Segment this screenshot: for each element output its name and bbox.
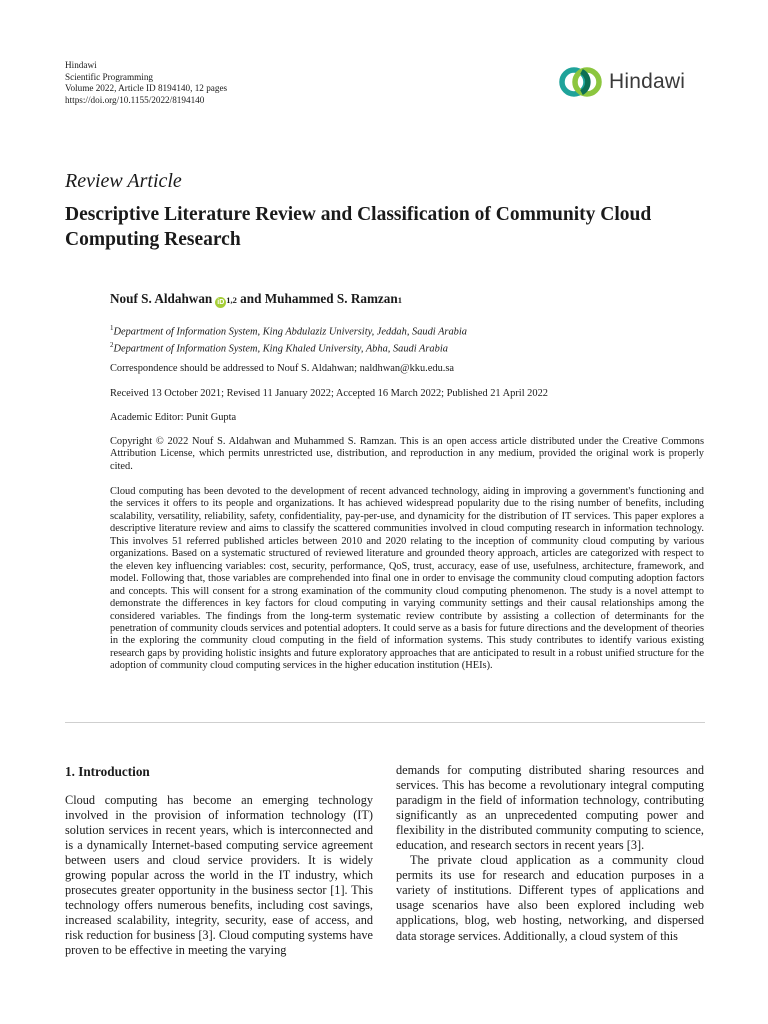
volume-line: Volume 2022, Article ID 8194140, 12 pages — [65, 83, 228, 94]
author-line — [110, 291, 402, 307]
affiliation-2 — [110, 339, 467, 356]
publication-dates: Received 13 October 2021; Revised 11 January 2022; Accepted 16 March 2022; Published 21 April 2022 — [110, 388, 548, 399]
author-2-affil-sup: 1 — [397, 295, 402, 305]
academic-editor: Academic Editor: Punit Gupta — [110, 412, 237, 423]
intro-paragraph-2: demands for computing distributed sharing resources and services. This has become a revolutionary integral computing paradigm in the field of information technology, contributing significantly as an unprecedented computing power and flexibility in the distributed community computing to science, education, and research sectors in recent years [3]. — [396, 763, 704, 853]
copyright-notice: Copyright © 2022 Nouf S. Aldahwan and Muhammed S. Ramzan. This is an open access article distributed under the Creative Commons Attribution License, which permits unrestricted use, distribution, and reproduction in any medium, provided the original work is properly cited. — [110, 436, 704, 472]
affiliations — [110, 322, 467, 356]
right-column — [396, 763, 704, 944]
publisher-name: Hindawi — [65, 60, 97, 70]
intro-paragraph-3: The private cloud application as a community cloud permits its use for research and education purposes in a variety of institutions. Different types of applications and usage scenarios have also been explored including web applications, blog, web hosting, networking, and dispersed data storage services. Additionally, a cloud system of this — [396, 853, 704, 943]
abstract: Cloud computing has been devoted to the development of recent advanced technology, aiding in improving a government's functioning and the services it offers to its people and organizations. It has achieved widespread popularity due to the rising number of benefits, including scalability, versatility, reliability, safety, confidentiality, pay-per-use, and dynamicity for the distribution of IT services. This paper explores a descriptive literature review and aims to classify the scattered communities involved in cloud computing research in information technology. This involves 51 referred published articles between 2010 and 2020 relating to the inception of community cloud computing by various organizations. Based on a systematic structured of reviewed literature and grounded theory approach, articles are categorized with respect to the eleven key influencing variables: cost, security, performance, QoS, trust, accuracy, ease of use, usefulness, architecture, framework, and model. Following that, those variables are comprehended into final one in order to envisage the community cloud computing adoption factors and concepts. This will consent for a strong examination of the community cloud computing phenomenon. The study is a novel attempt to demonstrate the differences in key factors for cloud computing in varying community settings and their causal relationships among the considered variables. The findings from the long-term systematic review contribute by assisting a collection of determinants for the penetration of community clouds services and potential adopters. It could serve as a basis for future directions and the development of theories in the exploring the community cloud computing in the field of information systems. This study contributes to identify various existing research gaps by providing holistic insights and future exploratory approaches that are anticipated to result in a robust unified structure for the adoption of community cloud computing services in the higher education institution (HEIs). — [110, 486, 704, 672]
affiliation-2-num: 2 — [110, 340, 114, 349]
affiliation-1-text: Department of Information System, King Abdulaziz University, Jeddah, Saudi Arabia — [113, 326, 467, 338]
doi-link[interactable]: https://doi.org/10.1155/2022/8194140 — [65, 94, 205, 105]
paper-title: Descriptive Literature Review and Classification of Community Cloud Computing Research — [65, 204, 652, 250]
intro-paragraph-1: Cloud computing has become an emerging technology involved in the provision of information technology (IT) solution services in recent years, which is interconnected and is a dynamically Internet-based computing service agreement between users and cloud service providers. It is widely growing popular across the world in the IT industry, which prosecutes greater opportunity in the business sector [1]. This technology offers numerous benefits, including cost savings, increased scalability, integrity, security, ease of access, and risk reduction for business [3]. Cloud computing systems have proven to be effective in meeting the varying — [65, 793, 373, 958]
author-1-affil-sup: 1,2 — [226, 295, 237, 305]
affiliation-2-text: Department of Information System, King Khaled University, Abha, Saudi Arabia — [113, 343, 448, 355]
journal-meta — [65, 60, 227, 106]
logo-wordmark: Hindawi — [609, 70, 686, 93]
article-type: Review Article — [65, 170, 182, 192]
left-column — [65, 793, 373, 959]
author-1-name[interactable]: Nouf S. Aldahwan — [110, 291, 213, 306]
author-2-name[interactable]: Muhammed S. Ramzan — [264, 291, 398, 306]
correspondence: Correspondence should be addressed to Nouf S. Aldahwan; naldhwan@kku.edu.sa — [110, 363, 455, 374]
orcid-icon[interactable]: iD — [217, 299, 225, 306]
author-connector: and — [236, 291, 265, 306]
section-heading-introduction: 1. Introduction — [65, 764, 150, 779]
affiliation-1 — [110, 322, 467, 339]
section-divider — [65, 722, 705, 723]
hindawi-logo-icon — [558, 64, 604, 100]
journal-name: Scientific Programming — [65, 71, 154, 82]
affiliation-1-num: 1 — [110, 324, 114, 332]
hindawi-logo — [558, 64, 685, 100]
